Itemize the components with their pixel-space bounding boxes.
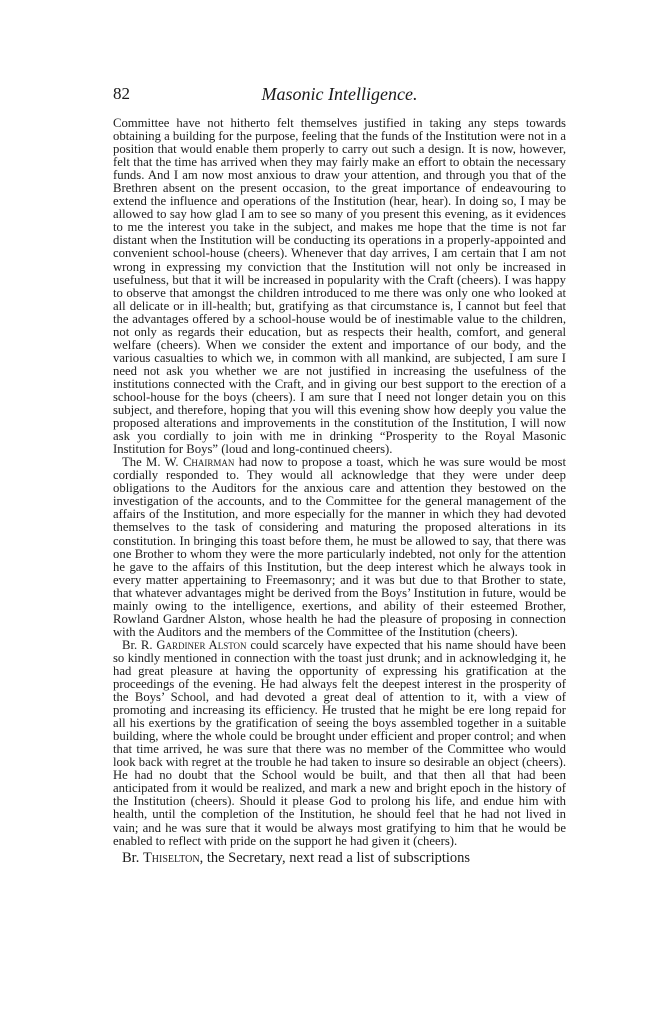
paragraph-chairman-speech [113, 117, 566, 456]
paragraph-auditors-toast [113, 456, 566, 639]
speaker-name: Gardiner Alston [156, 637, 247, 652]
page-number: 82 [113, 84, 130, 103]
speaker-name: Thiselton [142, 849, 200, 866]
paragraph-secretary [113, 850, 566, 867]
paragraph-text: Committee have not hitherto felt themselves justified in taking any steps towards obtaining a building for the purpose, feeling that the funds of the Institution were not in a position that would enable them properly to carry out such a design. It is now, however, felt that the time has arrived when they may fairly make an effort to obtain the necessary funds. And I am now most anxious to draw your attention, and through you that of the Brethren absent on the present occasion, to the great importance of endeavouring to extend the influence and operations of the Institution (hear, hear). In doing so, I may be allowed to say how glad I am to see so many of you present this evening, as it evidences to me the interest you take in the subject, and makes me hope that the time is not far distant when the Institution will be conducting its operations in a properly-appointed and convenient school-house (cheers). Whenever that day arrives, I am certain that I am not wrong in expressing my conviction that the Institution will not only be increased in usefulness, but that it will be increased in popularity with the Craft (cheers). I was happy to observe that amongst the children introduced to me there was only one who looked at all delicate or in ill-health; but, gratifying as that circumstance is, I cannot but feel that the advantages offered by a school-house would be of inestimable value to the children, not only as regards their education, but as respects their health, comfort, and general welfare (cheers). When we consider the extent and importance of our body, and the various casualties to which we, in common with all mankind, are subjected, I am sure I need not ask you whether we are not justified in increasing the usefulness of the institutions connected with the Craft, and in giving our best support to the erection of a school-house for the boys (cheers). I am sure that I need not longer detain you on this subject, and therefore, hoping that you will this evening show how deeply you value the proposed alterations and improvements in the constitution of the Institution, I will now ask you cordially to join with me in drinking “Prosperity to the Royal Masonic Institution for Boys” (loud and long-continued cheers). [113, 116, 566, 457]
speaker-name: Chairman [182, 455, 235, 470]
paragraph-text: , the Secretary, next read a list of subscriptions [199, 849, 471, 866]
paragraph-text: had now to propose a toast, which he was sure would be most cordially responded to. They would all acknowledge that they were under deep obligations to the Auditors for the anxious care and attention they bestowed on the investigation of the accounts, and to the Committee for the general management of the affairs of the Institution, and more especially for the manner in which they had devoted themselves to the task of considering and maturing the proposed alterations in its constitution. In bringing this toast before them, he must be allowed to say, that there was one Brother to whom they were the more particularly indebted, not only for the attention he gave to the affairs of this Institution, but the deep interest which he always took in every matter appertaining to Freemasonry; and it was but due to that Brother to state, that whatever advantages might be derived from the Boys’ Institution in future, would be mainly owing to the intelligence, exertions, and ability of their esteemed Brother, Rowland Gardner Alston, whose health he had the pleasure of proposing in connection with the Auditors and the members of the Committee of the Institution (cheers). [113, 455, 566, 639]
paragraph-prefix: Br. R. [122, 637, 157, 652]
page-header [113, 84, 566, 106]
paragraph-text: could scarcely have expected that his name should have been so kindly mentioned in connection with the toast just drunk; and in acknowledging it, he had great pleasure at having the opportunity of expressing his gratification at the proceedings of the evening. He had always felt the deepest interest in the prosperity of the Boys’ School, and had devoted a great deal of attention to it, with a view of promoting and increasing its efficiency. He trusted that he might be ere long repaid for all his exertions by the gratification of seeing the boys assembled together in a suitable building, where the whole could be brought under efficient and proper control; and when that time arrived, he was sure that there was no member of the Committee who would look back with regret at the trouble he had taken to insure so desirable an object (cheers). He had no doubt that the School would be built, and that then all that had been anticipated from it would be realized, and mark a new and bright epoch in the history of the Institution (cheers). Should it please God to prolong his life, and endue him with health, until the completion of the Institution, he should feel that he had not lived in vain; and he was sure that it would be always most gratifying to him that he would be enabled to reflect with pride on the support he had given it (cheers). [113, 637, 567, 848]
paragraph-prefix: Br. [122, 849, 143, 866]
paragraph-prefix: The M. W. [122, 455, 183, 470]
paragraph-alston-reply [113, 639, 566, 848]
article-body [113, 117, 566, 867]
running-title: Masonic Intelligence. [261, 84, 418, 104]
